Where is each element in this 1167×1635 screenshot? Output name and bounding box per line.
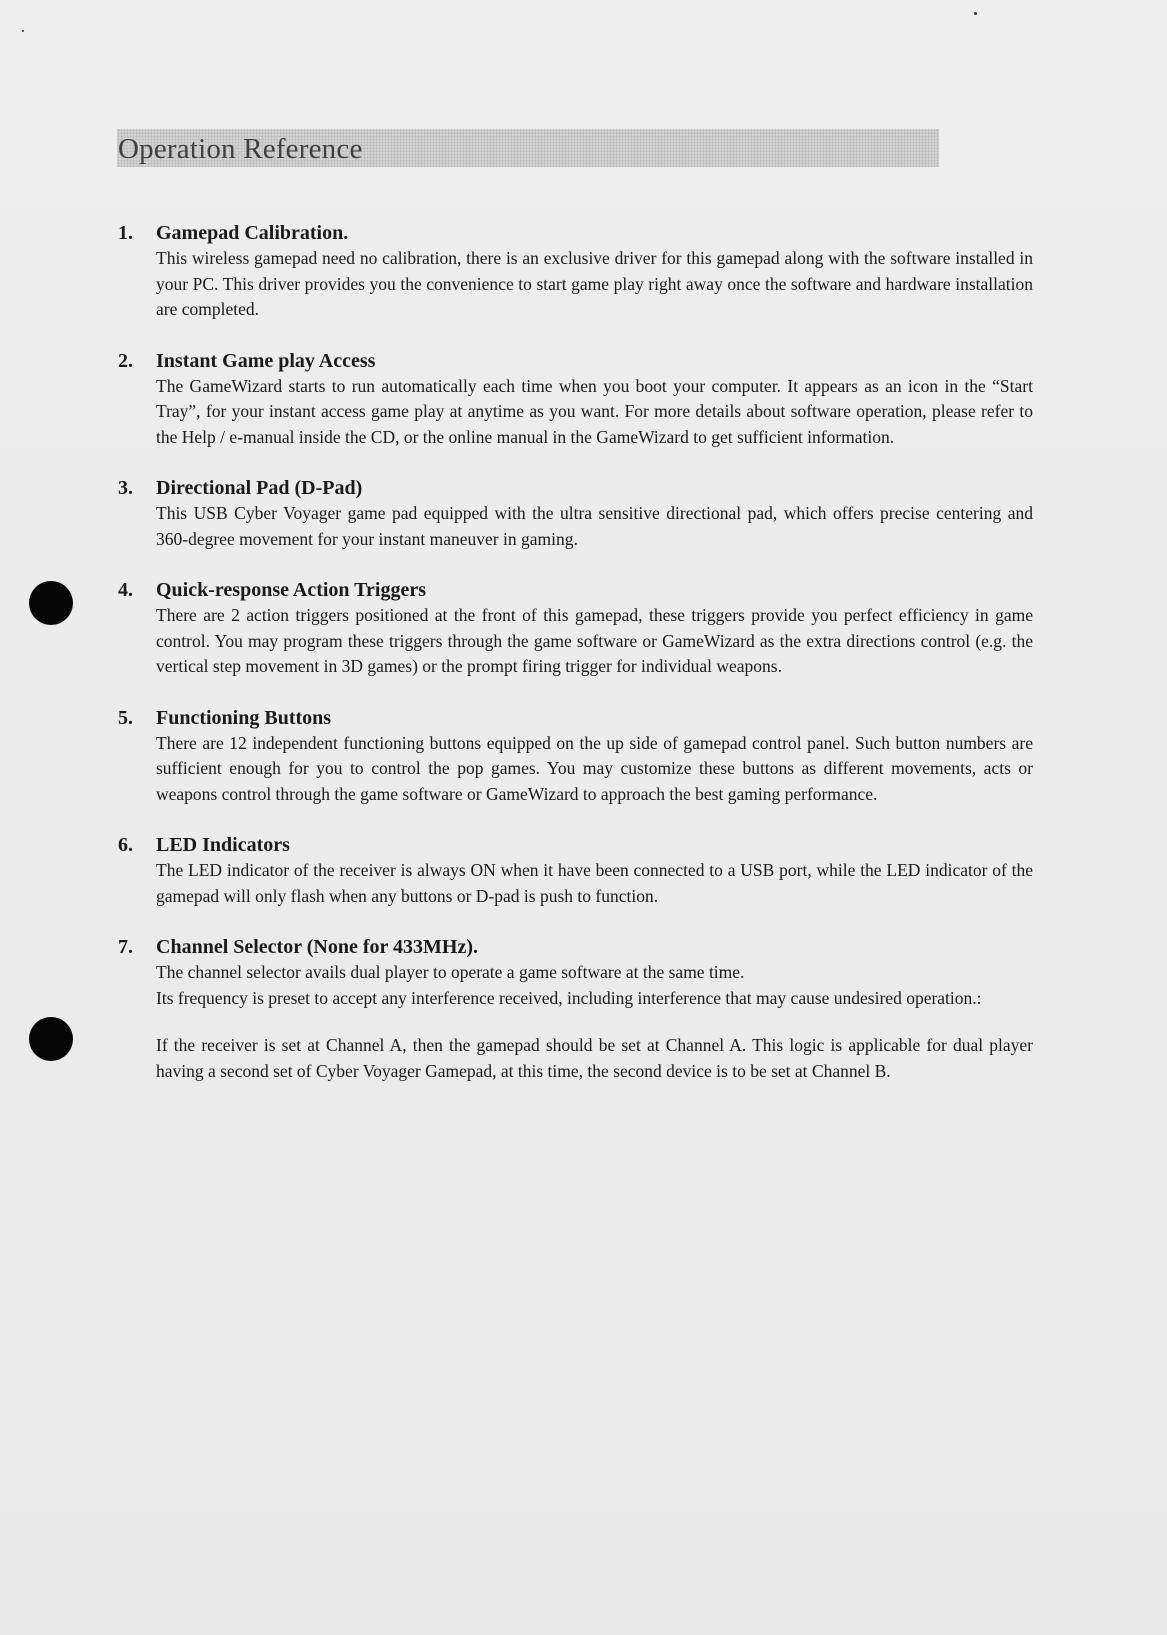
section-title: Gamepad Calibration. bbox=[156, 222, 349, 244]
section-body bbox=[156, 501, 1033, 552]
section-body bbox=[156, 858, 1033, 909]
section-body bbox=[156, 374, 1033, 451]
section-number: 5. bbox=[118, 706, 133, 729]
section-action-triggers bbox=[118, 578, 1033, 680]
paragraph: This wireless gamepad need no calibration, there is an exclusive driver for this gamepad along with the software installed in your PC. This driver provides you the convenience to start game play right away once the software and hardware installation are completed. bbox=[156, 248, 1033, 319]
section-number: 1. bbox=[118, 222, 133, 244]
section-number: 6. bbox=[118, 834, 133, 856]
paragraph: Its frequency is preset to accept any interference received, including interference that may cause undesired operation.: bbox=[156, 987, 982, 1008]
section-title: Quick-response Action Triggers bbox=[156, 579, 426, 601]
section-title: Functioning Buttons bbox=[156, 706, 332, 729]
paragraph: There are 2 action triggers positioned at the front of this gamepad, these triggers provide you perfect efficiency in game control. You may program these triggers through the game software or GameWizard as the extra directions control (e.g. the vertical step movement in 3D games) or the prompt firing trigger for individual weapons. bbox=[156, 605, 1033, 676]
paragraph: The channel selector avails dual player to operate a game software at the same time. bbox=[156, 962, 745, 982]
section-led-indicators bbox=[118, 833, 1033, 909]
section-body bbox=[156, 960, 1033, 1084]
paragraph: This USB Cyber Voyager game pad equipped with the ultra sensitive directional pad, which offers precise centering and 360-degree movement for your instant maneuver in gaming. bbox=[156, 503, 1033, 549]
section-number: 4. bbox=[118, 579, 133, 601]
section-title: Channel Selector (None for 433MHz). bbox=[156, 936, 478, 958]
section-instant-game-play-access bbox=[118, 349, 1033, 451]
section-channel-selector bbox=[118, 935, 1033, 1084]
paragraph: There are 12 independent functioning buttons equipped on the up side of gamepad control panel. Such button numbers are sufficient enough for you to control the pop games. You may customize these buttons as different movements, acts or weapons control through the game software or GameWizard to approach the best gaming performance. bbox=[156, 732, 1033, 804]
section-body bbox=[156, 731, 1033, 808]
section-heading bbox=[118, 578, 1033, 603]
section-heading bbox=[118, 221, 1033, 246]
paragraph: The GameWizard starts to run automatically each time when you boot your computer. It appears as an icon in the “Start Tray”, for your instant access game play at anytime as you want. For more details about software operation, please refer to the Help / e-manual inside the CD, or the online manual in the GameWizard to get sufficient information. bbox=[156, 375, 1033, 447]
paragraph: The LED indicator of the receiver is always ON when it have been connected to a USB port, while the LED indicator of the gamepad will only flash when any buttons or D-pad is push to function. bbox=[156, 860, 1033, 906]
section-directional-pad bbox=[118, 476, 1033, 552]
section-body bbox=[156, 603, 1033, 680]
section-gamepad-calibration bbox=[118, 221, 1033, 323]
section-heading bbox=[118, 706, 1033, 731]
section-heading bbox=[118, 476, 1033, 501]
paragraph: If the receiver is set at Channel A, then the gamepad should be set at Channel A. This logic is applicable for dual player having a second set of Cyber Voyager Gamepad, at this time, the second device is to be set at Channel B. bbox=[156, 1035, 1033, 1081]
section-number: 7. bbox=[118, 936, 133, 958]
punch-hole bbox=[29, 1017, 73, 1061]
section-heading bbox=[118, 833, 1033, 858]
punch-hole bbox=[29, 581, 73, 625]
section-title: Instant Game play Access bbox=[156, 349, 376, 372]
section-heading bbox=[118, 349, 1033, 374]
section-title: LED Indicators bbox=[156, 834, 290, 856]
section-title: Directional Pad (D-Pad) bbox=[156, 477, 363, 499]
section-list bbox=[118, 221, 1033, 1110]
section-number: 2. bbox=[118, 349, 133, 372]
section-body bbox=[156, 246, 1033, 323]
section-number: 3. bbox=[118, 477, 133, 499]
section-functioning-buttons bbox=[118, 706, 1033, 808]
scan-speck bbox=[22, 30, 24, 32]
scan-speck bbox=[974, 12, 977, 15]
page-title: Operation Reference bbox=[118, 133, 363, 165]
section-heading bbox=[118, 935, 1033, 960]
